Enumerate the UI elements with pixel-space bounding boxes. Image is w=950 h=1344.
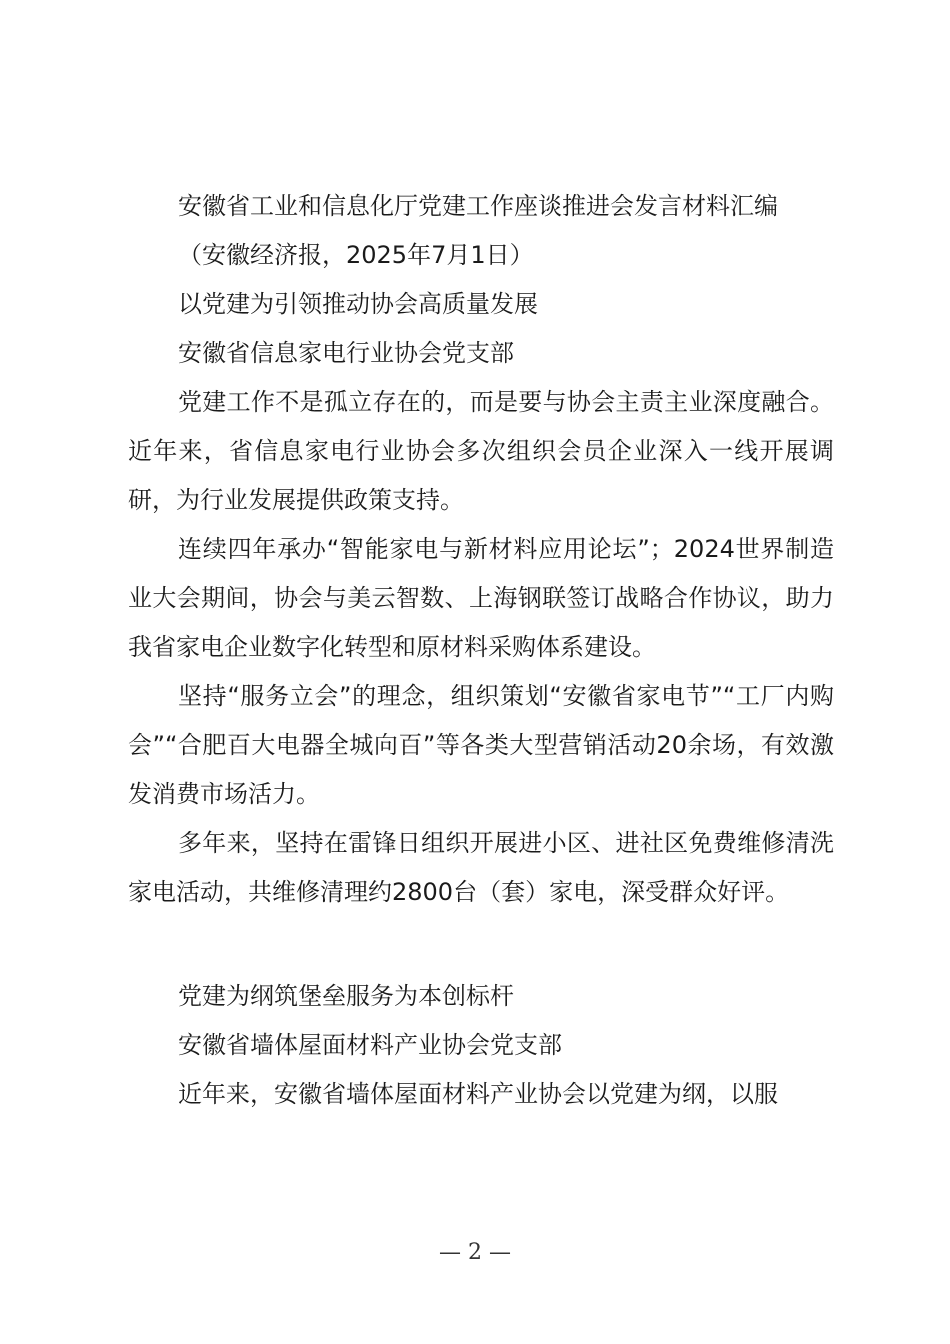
body-paragraph: 坚持“服务立会”的理念，组织策划“安徽省家电节”“工厂内购会”“合肥百大电器全城向百”等各类大型营销活动20余场，有效激发消费市场活力。	[128, 682, 834, 808]
body-paragraph: 多年来，坚持在雷锋日组织开展进小区、进社区免费维修清洗家电活动，共维修清理约2800台（套）家电，深受群众好评。	[128, 829, 834, 906]
page-number: — 2 —	[439, 1240, 511, 1265]
document-body	[128, 182, 834, 1119]
body-paragraph: 党建工作不是孤立存在的，而是要与协会主责主业深度融合。近年来，省信息家电行业协会多次组织会员企业深入一线开展调研，为行业发展提供政策支持。	[128, 388, 834, 514]
section-heading: 以党建为引领推动协会高质量发展	[178, 290, 538, 318]
document-title: 安徽省工业和信息化厅党建工作座谈推进会发言材料汇编	[178, 192, 778, 220]
section-heading: 党建为纲筑堡垒服务为本创标杆	[178, 982, 514, 1010]
section-org: 安徽省墙体屋面材料产业协会党支部	[178, 1031, 562, 1059]
section-gap	[128, 917, 834, 972]
body-paragraph: 连续四年承办“智能家电与新材料应用论坛”；2024世界制造业大会期间，协会与美云智数、上海钢联签订战略合作协议，助力我省家电企业数字化转型和原材料采购体系建设。	[128, 535, 834, 661]
body-paragraph: 近年来，安徽省墙体屋面材料产业协会以党建为纲，以服	[178, 1080, 778, 1108]
section-org: 安徽省信息家电行业协会党支部	[178, 339, 514, 367]
source-line: （安徽经济报，2025年7月1日）	[178, 241, 534, 269]
